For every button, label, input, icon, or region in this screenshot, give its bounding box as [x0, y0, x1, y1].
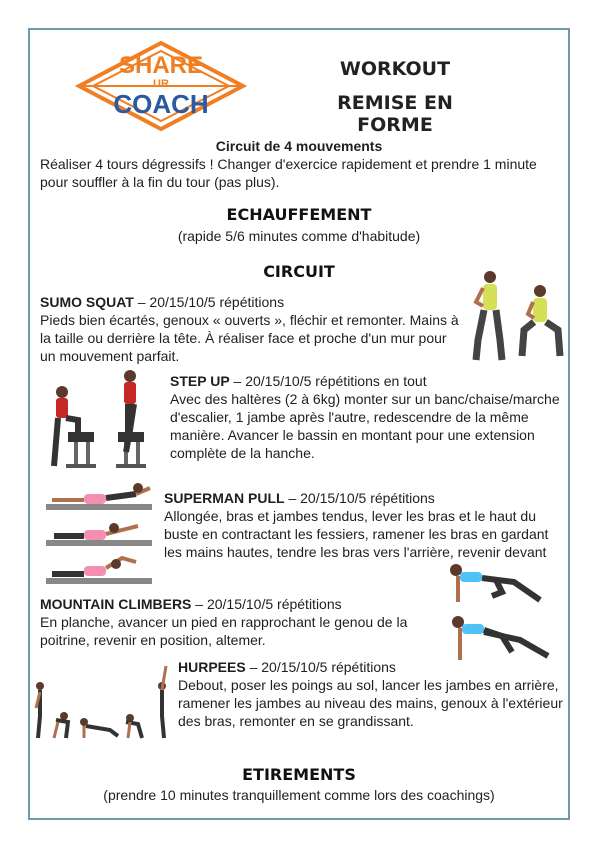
step-up-illustration [44, 370, 152, 472]
exercise-sumo-squat [40, 293, 465, 365]
superman-pull-illustration [44, 478, 156, 588]
intro-text: Réaliser 4 tours dégressifs ! Changer d'exercice rapidement et prendre 1 minute pour souffler à la fin du tour (pas plus). [40, 156, 537, 190]
sumo-squat-illustration [468, 268, 568, 366]
intro-heading: Circuit de 4 mouvements [215, 138, 383, 154]
warmup-title: ECHAUFFEMENT [226, 205, 372, 224]
exercise-name: SUPERMAN PULL [164, 490, 285, 506]
exercise-name: STEP UP [170, 373, 230, 389]
logo-line-ur: UR [153, 78, 169, 90]
circuit-title: CIRCUIT [263, 262, 335, 281]
exercise-reps: – 20/15/10/5 répétitions [245, 659, 396, 675]
exercise-description: En planche, avancer un pied en rapprochant le genou de la poitrine, revenir en position, altemer. [40, 614, 408, 648]
page-title-line2: REMISE EN FORME [337, 92, 453, 136]
logo-line-share: SHARE [118, 52, 203, 79]
exercise-name: SUMO SQUAT [40, 294, 134, 310]
page-title-line1: WORKOUT [339, 58, 451, 80]
exercise-description: Avec des haltères (2 à 6kg) monter sur un banc/chaise/marche d'escalier, 1 jambe après l'autre, redescendre de la même manière. Avancer le bassin en montant pour une extension complète de la hanche. [170, 391, 560, 461]
hurpees-illustration [30, 660, 176, 744]
exercise-name: HURPEES [178, 659, 246, 675]
exercise-step-up [170, 372, 562, 462]
exercise-description: Debout, poser les poings au sol, lancer les jambes en arrière, ramener les jambes au niveau des mains, genoux à l'extérieur des bras, remonter en se grandissant. [178, 677, 563, 729]
exercise-mountain-climbers [40, 595, 440, 649]
stretching-title: ETIREMENTS [242, 765, 356, 784]
exercise-name: MOUNTAIN CLIMBERS [40, 596, 192, 612]
exercise-reps: – 20/15/10/5 répétitions [284, 490, 435, 506]
logo-line-coach: COACH [113, 89, 209, 119]
exercise-reps: – 20/15/10/5 répétitions en tout [229, 373, 427, 389]
exercise-description: Allongée, bras et jambes tendus, lever les bras et le haut du buste en contractant les fessiers, ramener les bras en gardant les mains hautes, tendre les bras vers l'arrière, revenir devant [164, 508, 549, 560]
stretching-subtitle: (prendre 10 minutes tranquillement comme lors des coachings) [103, 787, 495, 803]
exercise-reps: – 20/15/10/5 répétitions [191, 596, 342, 612]
exercise-reps: – 20/15/10/5 répétitions [133, 294, 285, 310]
exercise-superman-pull [164, 489, 560, 561]
warmup-subtitle: (rapide 5/6 minutes comme d'habitude) [177, 228, 421, 244]
exercise-description: Pieds bien écartés, genoux « ouverts », fléchir et remonter. Mains à la taille ou derrière la tête. À réaliser face et proche d'un mur pour un mouvement parfait. [40, 312, 459, 364]
mountain-climbers-illustration [444, 560, 554, 664]
exercise-hurpees [178, 658, 566, 730]
share-ur-coach-logo [75, 40, 247, 132]
